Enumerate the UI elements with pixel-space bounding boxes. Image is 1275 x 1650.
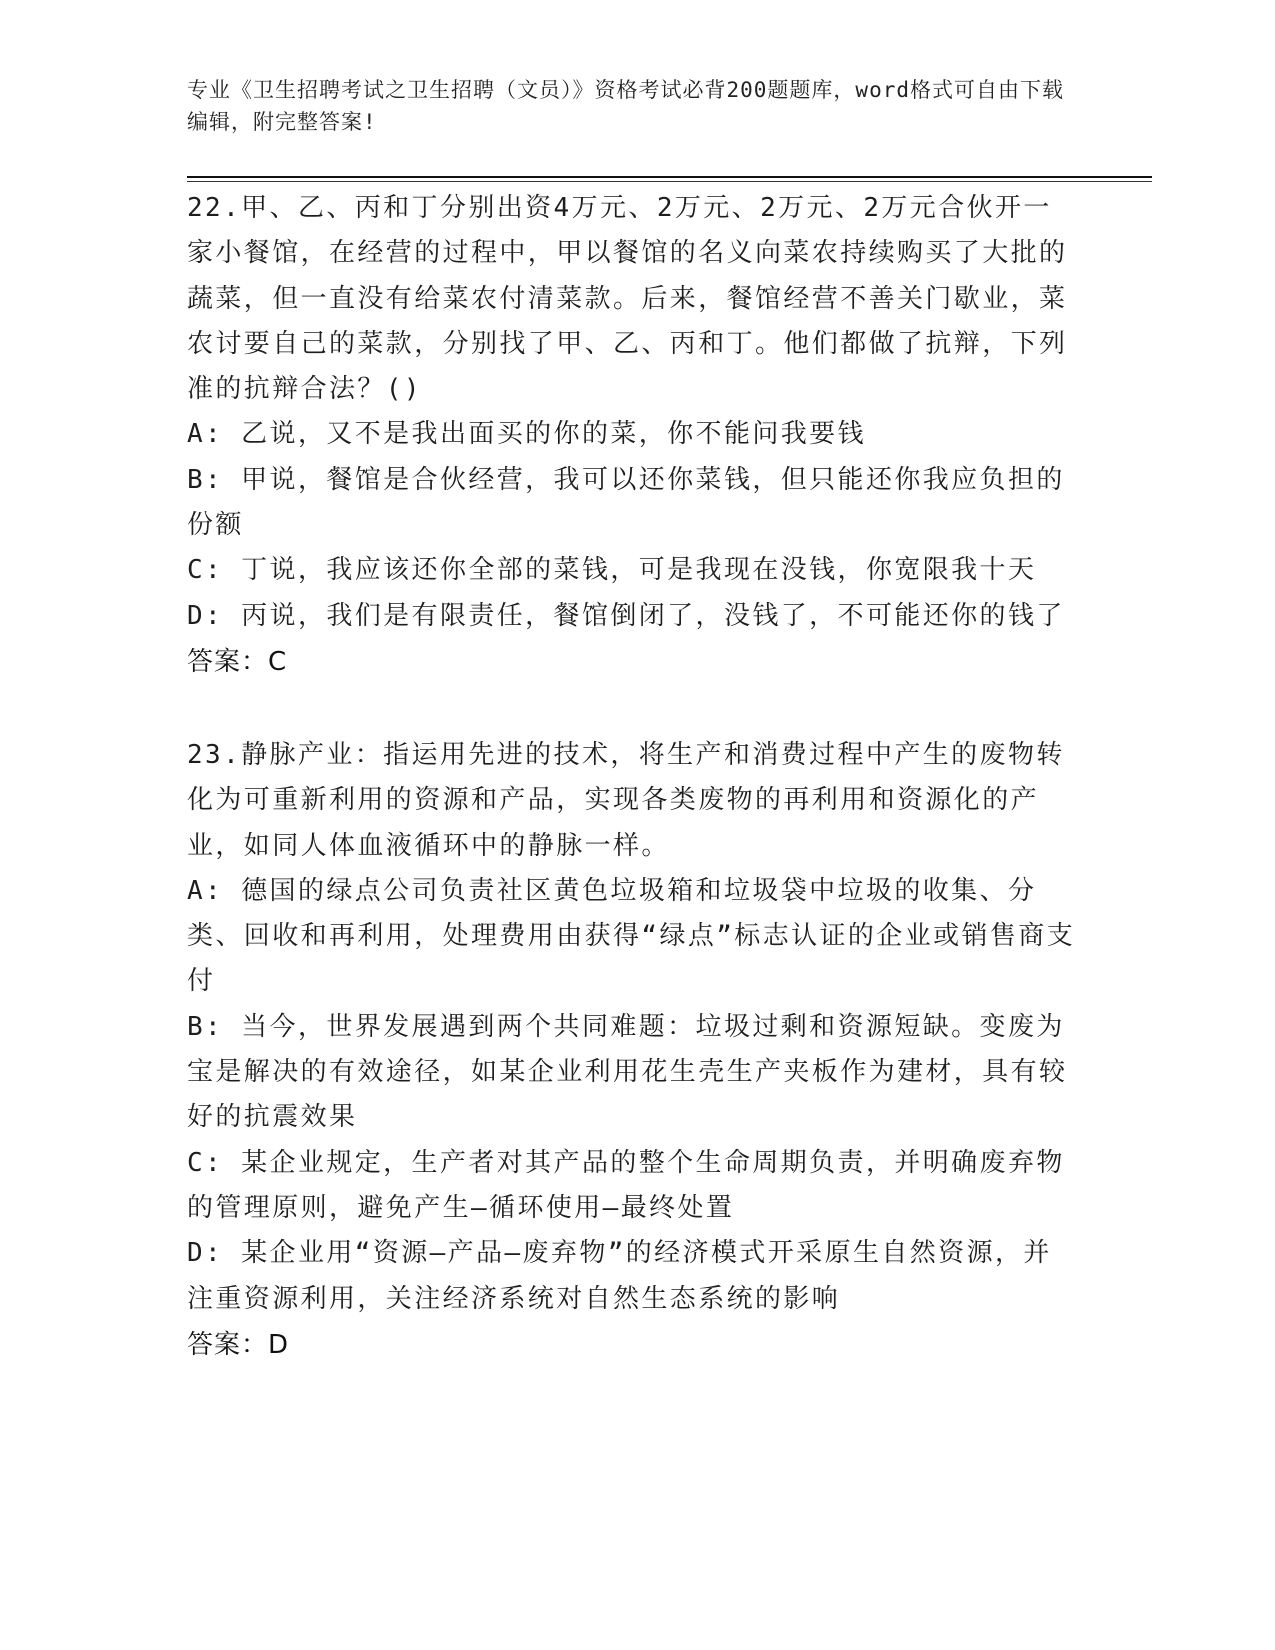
header-divider-thick [187, 176, 1152, 178]
option-d: D: 丙说，我们是有限责任，餐馆倒闭了，没钱了，不可能还你的钱了 [187, 600, 1065, 631]
option-a: A: 乙说，又不是我出面买的你的菜，你不能问我要钱 [187, 419, 866, 450]
answer-label: 答案： [187, 646, 269, 677]
question-stem: 22.甲、乙、丙和丁分别出资4万元、2万元、2万元、2万元合伙开一家小餐馆，在经营的过程中，甲以餐馆的名义向菜农持续购买了大批的蔬菜，但一直没有给菜农付清菜款。后来，餐馆经营不善关门歇业，菜农讨要自己的菜款，分别找了甲、乙、丙和丁。他们都做了抗辩，下列准的抗辩合法？() [187, 193, 1068, 405]
option-b: B: 甲说，餐馆是合伙经营，我可以还你菜钱，但只能还你我应负担的份额 [187, 464, 1065, 541]
answer-label: 答案： [187, 1329, 269, 1360]
option-a: A: 德国的绿点公司负责社区黄色垃圾箱和垃圾袋中垃圾的收集、分类、回收和再利用，处理费用由获得“绿点”标志认证的企业或销售商支付 [187, 875, 1076, 997]
question-23 [187, 733, 1077, 1368]
option-c: C: 丁说，我应该还你全部的菜钱，可是我现在没钱，你宽限我十天 [187, 555, 1037, 586]
question-22 [187, 186, 1077, 685]
answer-value: D [268, 1329, 290, 1360]
option-c: C: 某企业规定，生产者对其产品的整个生命周期负责，并明确废弃物的管理原则，避免产生—循环使用—最终处置 [187, 1147, 1065, 1223]
option-d: D: 某企业用“资源—产品—废弃物”的经济模式开采原生自然资源，并注重资源利用，关注经济系统对自然生态系统的影响 [187, 1238, 1052, 1314]
header-divider-thin [187, 181, 1152, 182]
question-stem: 23.静脉产业：指运用先进的技术，将生产和消费过程中产生的废物转化为可重新利用的资源和产品，实现各类废物的再利用和资源化的产业，如同人体血液循环中的静脉一样。 [187, 740, 1065, 861]
option-b: B: 当今，世界发展遇到两个共同难题：垃圾过剩和资源短缺。变废为宝是解决的有效途径，如某企业利用花生壳生产夹板作为建材，具有较好的抗震效果 [187, 1011, 1068, 1133]
answer-line [187, 639, 1077, 685]
answer-line [187, 1322, 1077, 1368]
document-header: 专业《卫生招聘考试之卫生招聘（文员）》资格考试必背200题题库，word格式可自由下载编辑，附完整答案! [187, 78, 1064, 134]
answer-value: C [268, 646, 288, 677]
